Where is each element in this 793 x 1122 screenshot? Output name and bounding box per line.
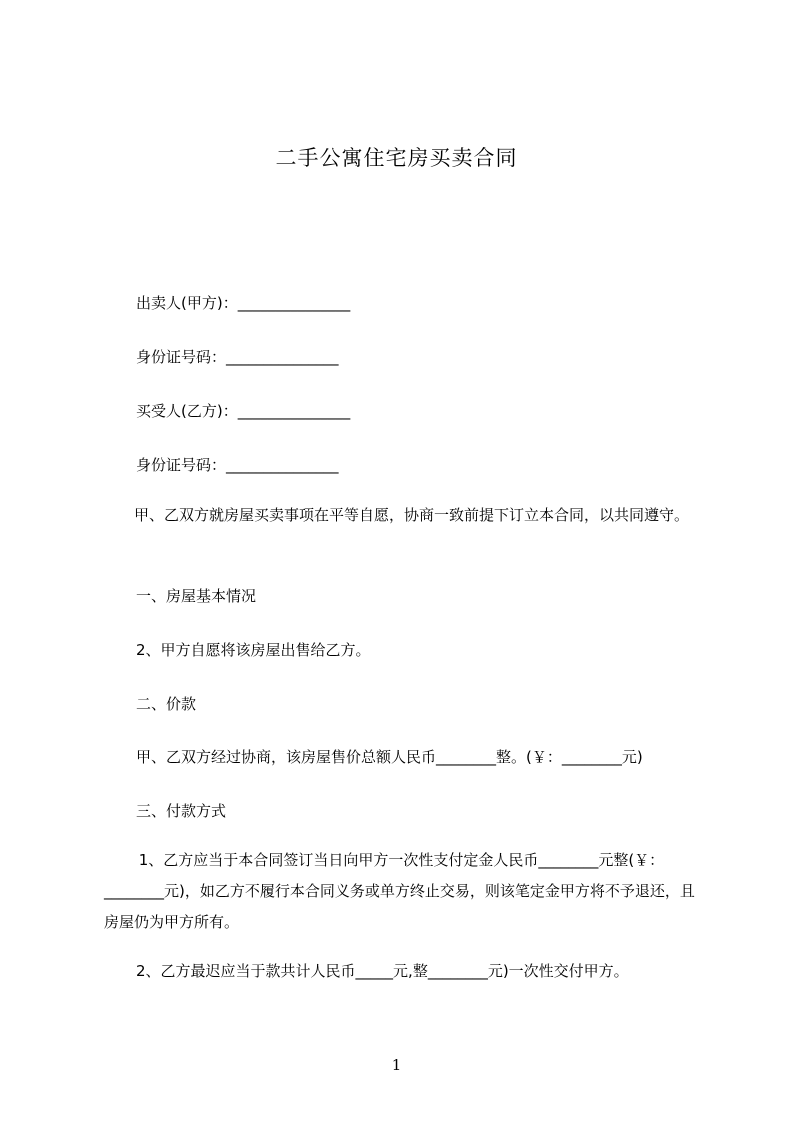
buyer-id-line: 身份证号码：_______________ <box>136 456 339 474</box>
payment-clause-1: 1、乙方应当于本合同签订当日向甲方一次性支付定金人民币________元整(￥：________元)，如乙方不履行本合同义务或单方终止交易，则该笔定金甲方将不予退还，且房屋仍为甲方所有。 <box>104 851 695 931</box>
intro-paragraph: 甲、乙双方就房屋买卖事项在平等自愿，协商一致前提下订立本合同，以共同遵守。 <box>104 506 690 524</box>
contract-title: 二手公寓住宅房买卖合同 <box>275 146 518 170</box>
seller-line: 出卖人(甲方)：_______________ <box>136 294 351 312</box>
seller-id-line: 身份证号码：_______________ <box>136 348 339 366</box>
section-1-heading: 一、房屋基本情况 <box>136 587 257 605</box>
section-1-item-2: 2、甲方自愿将该房屋出售给乙方。 <box>136 641 371 659</box>
price-line: 甲、乙双方经过协商，该房屋售价总额人民币________整。(￥：________元) <box>136 748 643 766</box>
buyer-line: 买受人(乙方)：_______________ <box>136 402 351 420</box>
section-3-heading: 三、付款方式 <box>136 802 227 820</box>
section-2-heading: 二、价款 <box>136 695 197 713</box>
payment-clause-2: 2、乙方最迟应当于款共计人民币_____元,整________元)一次性交付甲方。 <box>136 962 629 980</box>
page-number: 1 <box>391 1056 402 1074</box>
